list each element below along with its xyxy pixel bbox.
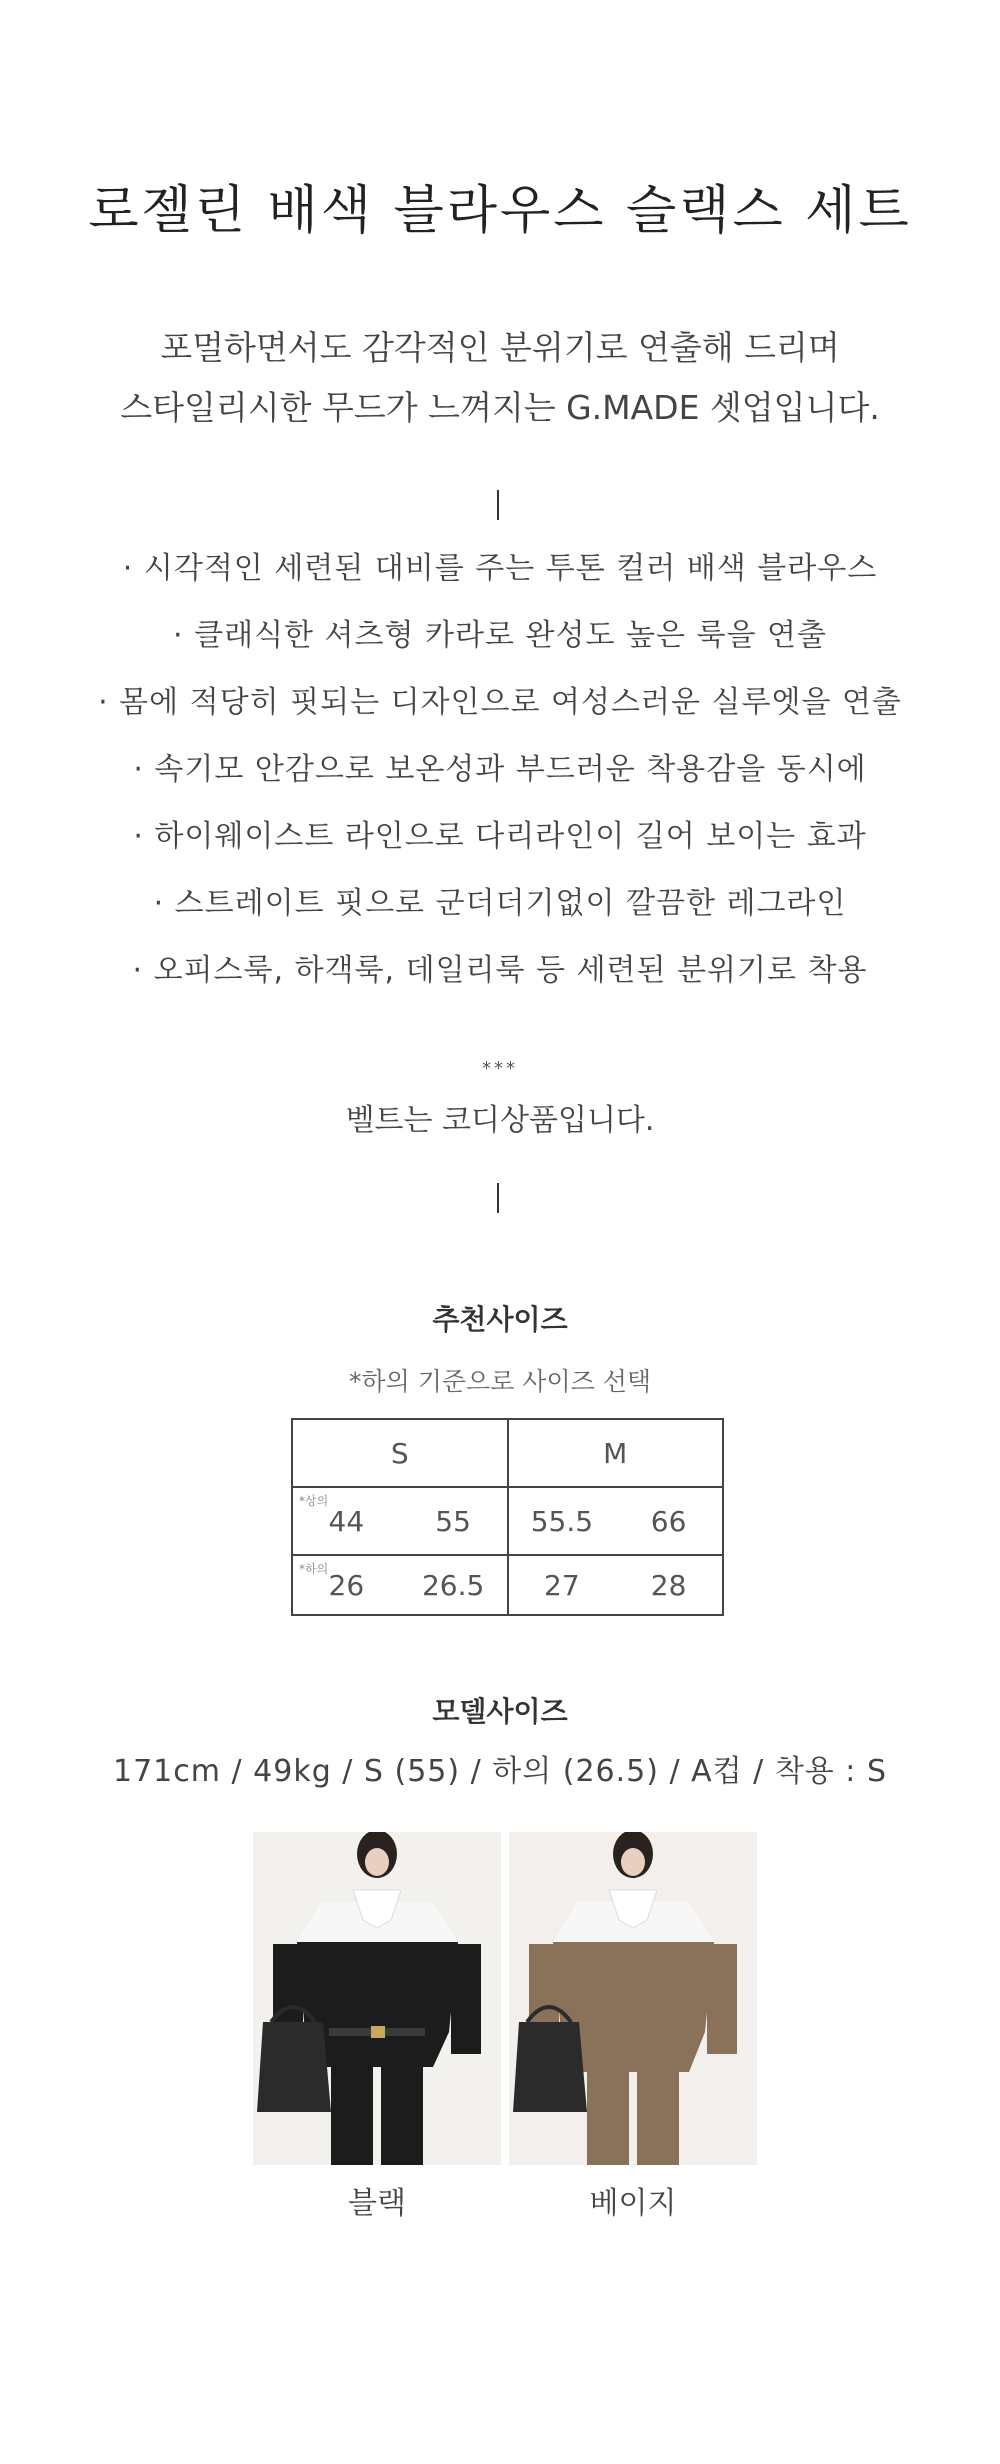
model-image <box>509 1832 757 2165</box>
color-label-beige: 베이지 <box>589 2186 677 2221</box>
belt-note: 벨트는 코디상품입니다. <box>345 1103 655 1138</box>
feature-item: · 몸에 적당히 핏되는 디자인으로 여성스러운 실루엣을 연출 <box>98 685 902 720</box>
intro-line: 포멀하면서도 감각적인 분위기로 연출해 드리며 <box>160 328 840 367</box>
size-table <box>291 1418 724 1616</box>
size-value: 44 <box>328 1504 365 1538</box>
row-label: *상의 <box>299 1494 329 1508</box>
product-photo-beige <box>509 1832 757 2165</box>
feature-item: · 하이웨이스트 라인으로 다리라인이 길어 보이는 효과 <box>133 819 867 854</box>
size-cell <box>292 1555 400 1615</box>
size-caption: *하의 기준으로 사이즈 선택 <box>349 1367 651 1396</box>
feature-item: · 클래식한 셔츠형 카라로 완성도 높은 룩을 연출 <box>173 618 827 653</box>
size-header-row <box>292 1419 723 1487</box>
top-size-row <box>292 1487 723 1555</box>
feature-item: · 시각적인 세련된 대비를 주는 투톤 컬러 배색 블라우스 <box>122 551 878 586</box>
divider <box>497 1183 499 1213</box>
size-section-title: 추천사이즈 <box>432 1303 568 1336</box>
size-header: S <box>292 1419 508 1487</box>
model-size-info: 171cm / 49kg / S (55) / 하의 (26.5) / A컵 / 착용 : S <box>112 1754 887 1789</box>
size-header: M <box>508 1419 724 1487</box>
model-section-title: 모델사이즈 <box>432 1695 568 1728</box>
size-cell <box>292 1487 400 1555</box>
size-cell: 55.5 <box>508 1487 616 1555</box>
feature-item: · 속기모 안감으로 보온성과 부드러운 착용감을 동시에 <box>133 752 867 787</box>
model-image <box>253 1832 501 2165</box>
feature-list <box>0 535 1000 1004</box>
size-cell: 27 <box>508 1555 616 1615</box>
row-label: *하의 <box>299 1562 329 1576</box>
stars-separator: *** <box>482 1058 518 1079</box>
divider <box>497 490 499 520</box>
intro-line: 스타일리시한 무드가 느껴지는 G.MADE 셋업입니다. <box>120 388 880 427</box>
product-title: 로젤린 배색 블라우스 슬랙스 세트 <box>88 181 912 241</box>
feature-item: · 오피스룩, 하객룩, 데일리룩 등 세련된 분위기로 착용 <box>132 953 868 988</box>
intro-text <box>0 318 1000 438</box>
product-photo-black <box>253 1832 501 2165</box>
size-cell: 55 <box>400 1487 508 1555</box>
feature-item: · 스트레이트 핏으로 군더더기없이 깔끔한 레그라인 <box>153 886 847 921</box>
color-label-black: 블랙 <box>348 2186 406 2221</box>
size-cell: 26.5 <box>400 1555 508 1615</box>
bottom-size-row <box>292 1555 723 1615</box>
size-cell: 28 <box>615 1555 723 1615</box>
size-cell: 66 <box>615 1487 723 1555</box>
size-value: 26 <box>328 1568 365 1602</box>
